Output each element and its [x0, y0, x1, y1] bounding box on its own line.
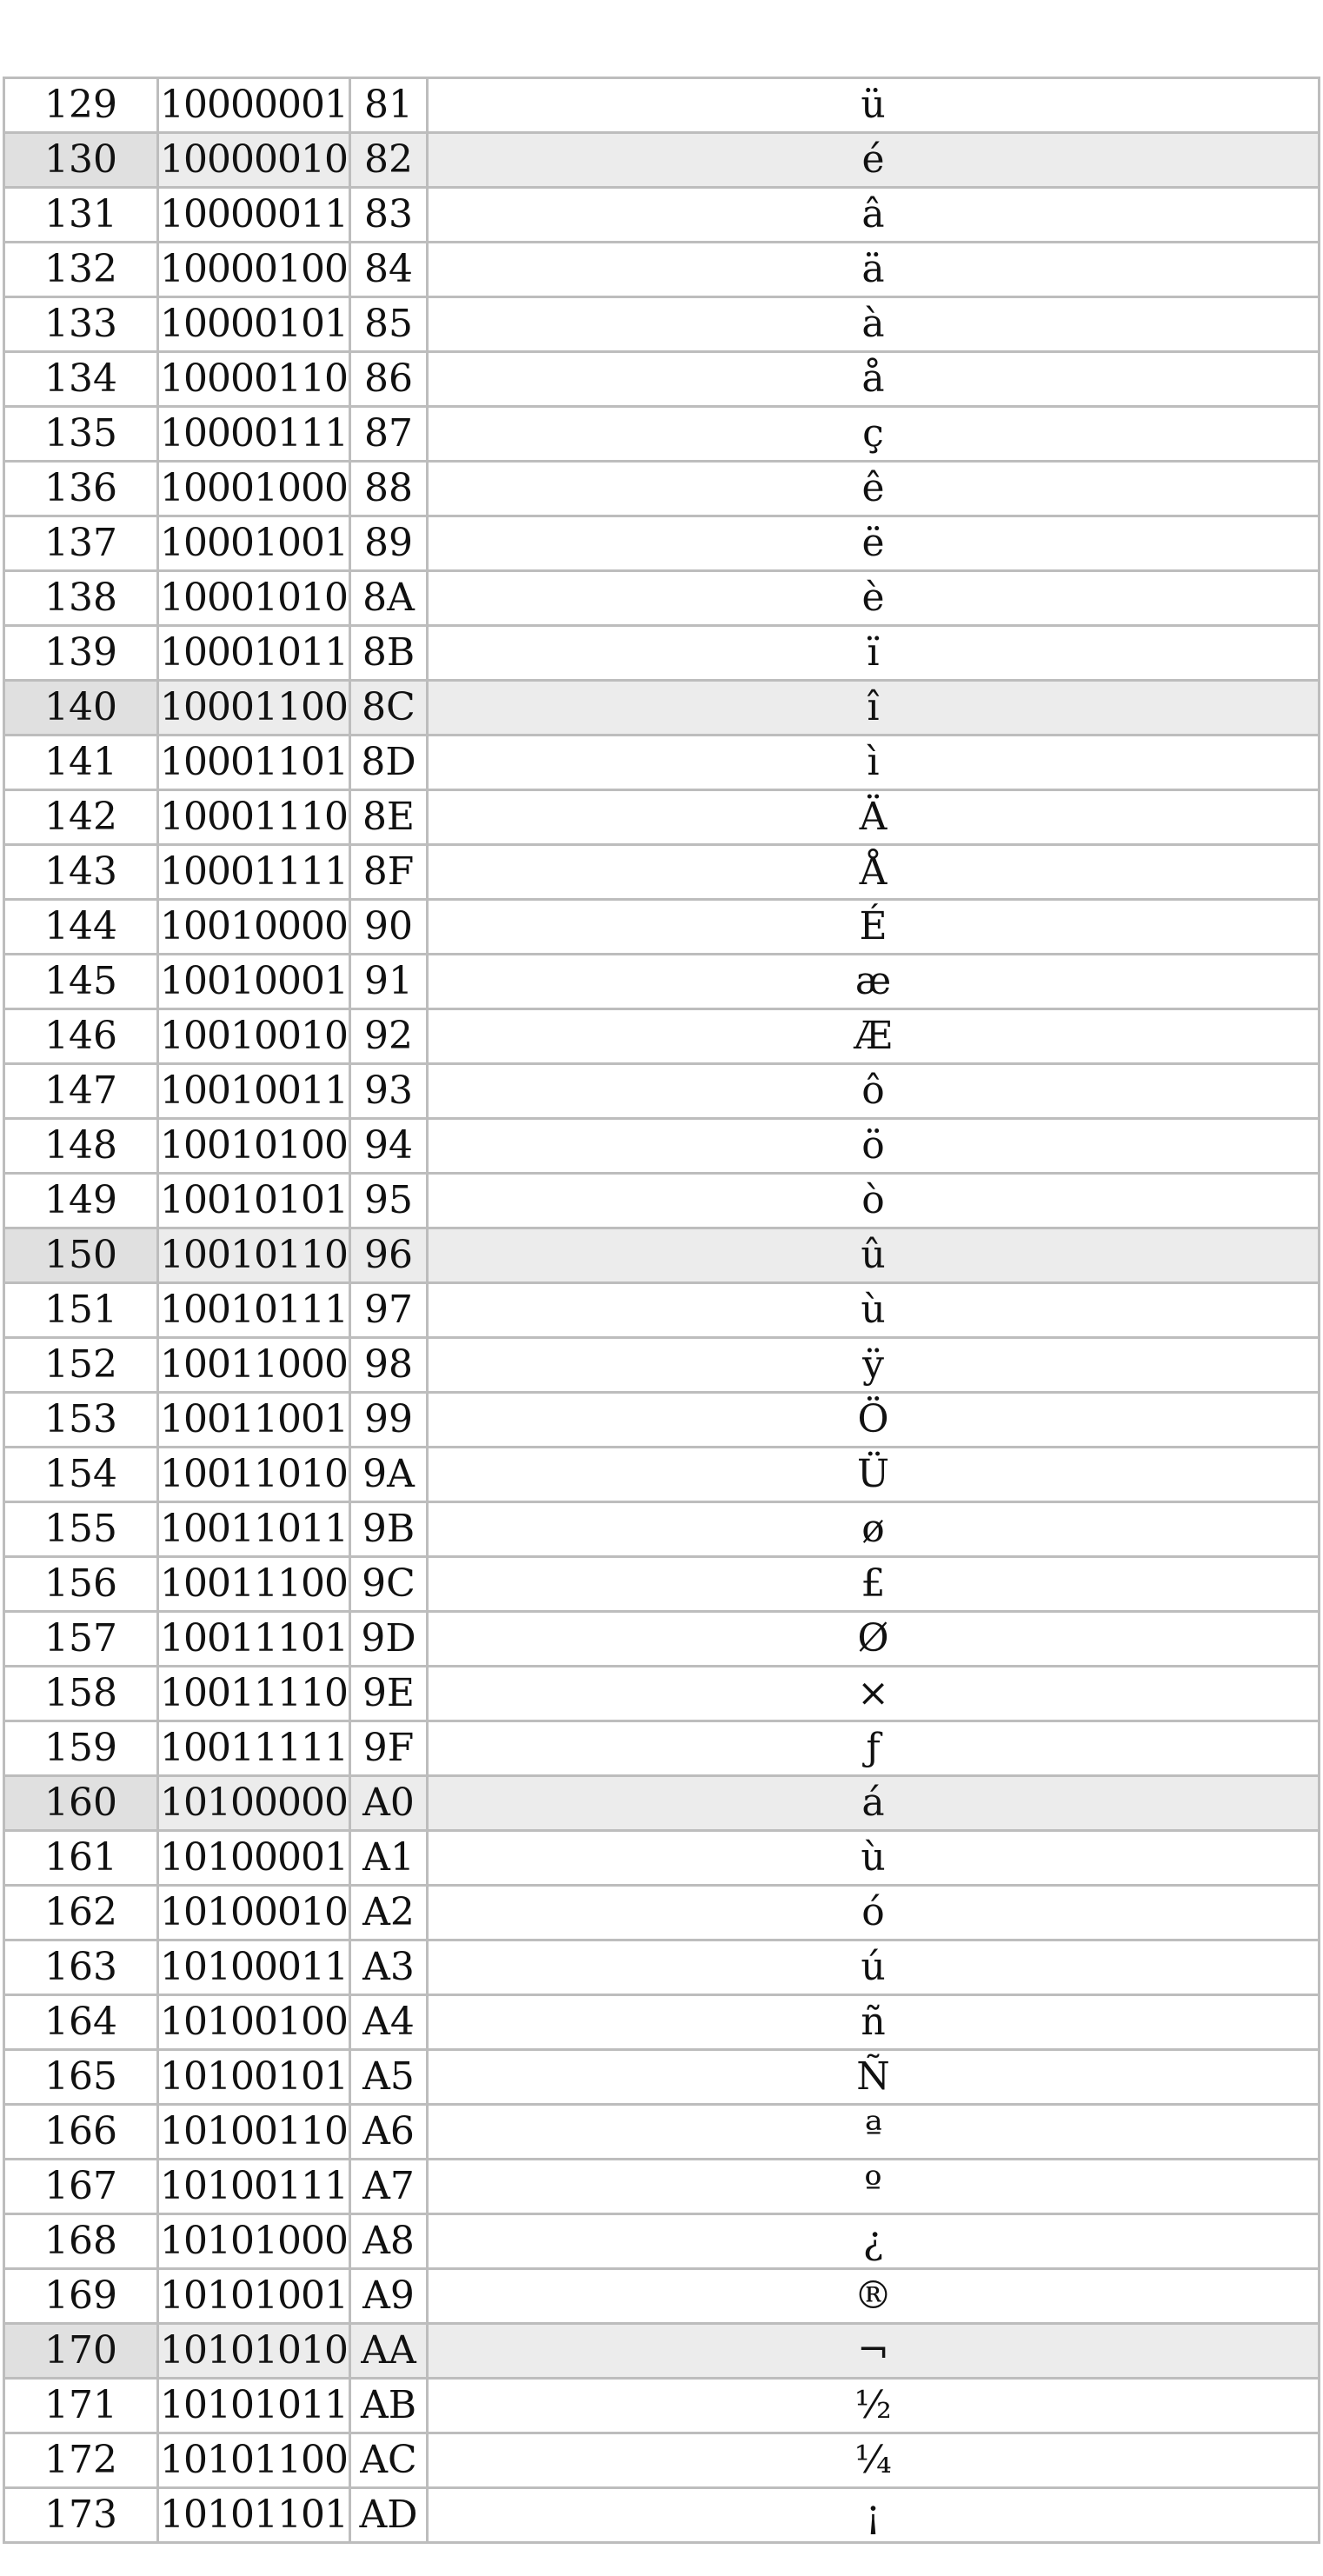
character-cell: ä — [429, 243, 1320, 298]
binary-cell: 10010000 — [159, 901, 351, 955]
binary-cell: 10100101 — [159, 2051, 351, 2106]
binary-cell: 10000010 — [159, 134, 351, 189]
hex-cell: 98 — [351, 1339, 429, 1394]
character-cell: ï — [429, 627, 1320, 682]
code-table-container — [0, 77, 1323, 2544]
character-cell: Ø — [429, 1613, 1320, 1667]
hex-cell: 81 — [351, 77, 429, 134]
binary-cell: 10101010 — [159, 2325, 351, 2380]
decimal-cell: 152 — [3, 1339, 159, 1394]
decimal-cell: 170 — [3, 2325, 159, 2380]
character-cell: ½ — [429, 2380, 1320, 2434]
character-cell: £ — [429, 1558, 1320, 1613]
table-row — [3, 1503, 1320, 1558]
table-row — [3, 1284, 1320, 1339]
table-row — [3, 1722, 1320, 1777]
table-row — [3, 408, 1320, 463]
character-cell: ì — [429, 736, 1320, 791]
decimal-cell: 171 — [3, 2380, 159, 2434]
character-cell: ¬ — [429, 2325, 1320, 2380]
character-cell: ù — [429, 1284, 1320, 1339]
decimal-cell: 137 — [3, 517, 159, 572]
decimal-cell: 161 — [3, 1832, 159, 1887]
binary-cell: 10010011 — [159, 1065, 351, 1120]
character-cell: ñ — [429, 1996, 1320, 2051]
table-row — [3, 2270, 1320, 2325]
character-cell: ¿ — [429, 2215, 1320, 2270]
character-cell: ú — [429, 1941, 1320, 1996]
hex-cell: A0 — [351, 1777, 429, 1832]
hex-cell: 93 — [351, 1065, 429, 1120]
decimal-cell: 148 — [3, 1120, 159, 1175]
hex-cell: 94 — [351, 1120, 429, 1175]
table-row — [3, 1558, 1320, 1613]
decimal-cell: 165 — [3, 2051, 159, 2106]
binary-cell: 10100100 — [159, 1996, 351, 2051]
hex-cell: A2 — [351, 1887, 429, 1941]
hex-cell: 95 — [351, 1175, 429, 1229]
decimal-cell: 157 — [3, 1613, 159, 1667]
character-cell: º — [429, 2160, 1320, 2215]
hex-cell: A1 — [351, 1832, 429, 1887]
binary-cell: 10001111 — [159, 846, 351, 901]
table-row — [3, 298, 1320, 353]
decimal-cell: 149 — [3, 1175, 159, 1229]
binary-cell: 10001101 — [159, 736, 351, 791]
decimal-cell: 133 — [3, 298, 159, 353]
character-cell: î — [429, 682, 1320, 736]
table-row — [3, 901, 1320, 955]
table-row — [3, 517, 1320, 572]
decimal-cell: 130 — [3, 134, 159, 189]
character-cell: Ü — [429, 1448, 1320, 1503]
binary-cell: 10000100 — [159, 243, 351, 298]
table-row — [3, 189, 1320, 243]
decimal-cell: 145 — [3, 955, 159, 1010]
character-cell: ® — [429, 2270, 1320, 2325]
hex-cell: AA — [351, 2325, 429, 2380]
binary-cell: 10100111 — [159, 2160, 351, 2215]
character-cell: É — [429, 901, 1320, 955]
binary-cell: 10000111 — [159, 408, 351, 463]
table-body — [3, 77, 1320, 2544]
hex-cell: 89 — [351, 517, 429, 572]
binary-cell: 10011001 — [159, 1394, 351, 1448]
character-code-table — [3, 77, 1320, 2544]
character-cell: Å — [429, 846, 1320, 901]
hex-cell: 86 — [351, 353, 429, 408]
hex-cell: AD — [351, 2489, 429, 2544]
hex-cell: 8B — [351, 627, 429, 682]
character-cell: â — [429, 189, 1320, 243]
binary-cell: 10011011 — [159, 1503, 351, 1558]
hex-cell: AB — [351, 2380, 429, 2434]
table-row — [3, 1996, 1320, 2051]
binary-cell: 10100110 — [159, 2106, 351, 2160]
character-cell: é — [429, 134, 1320, 189]
table-row — [3, 1941, 1320, 1996]
binary-cell: 10001010 — [159, 572, 351, 627]
decimal-cell: 150 — [3, 1229, 159, 1284]
decimal-cell: 147 — [3, 1065, 159, 1120]
decimal-cell: 134 — [3, 353, 159, 408]
table-row — [3, 572, 1320, 627]
character-cell: ª — [429, 2106, 1320, 2160]
binary-cell: 10101000 — [159, 2215, 351, 2270]
character-cell: Æ — [429, 1010, 1320, 1065]
character-cell: å — [429, 353, 1320, 408]
binary-cell: 10100000 — [159, 1777, 351, 1832]
hex-cell: 91 — [351, 955, 429, 1010]
character-cell: ç — [429, 408, 1320, 463]
decimal-cell: 144 — [3, 901, 159, 955]
table-row — [3, 463, 1320, 517]
table-row — [3, 955, 1320, 1010]
hex-cell: 9F — [351, 1722, 429, 1777]
table-row — [3, 1120, 1320, 1175]
decimal-cell: 163 — [3, 1941, 159, 1996]
decimal-cell: 166 — [3, 2106, 159, 2160]
table-row — [3, 2380, 1320, 2434]
character-cell: × — [429, 1667, 1320, 1722]
decimal-cell: 141 — [3, 736, 159, 791]
binary-cell: 10100011 — [159, 1941, 351, 1996]
binary-cell: 10000110 — [159, 353, 351, 408]
binary-cell: 10001000 — [159, 463, 351, 517]
character-cell: ù — [429, 1832, 1320, 1887]
character-cell: Ñ — [429, 2051, 1320, 2106]
decimal-cell: 172 — [3, 2434, 159, 2489]
table-row — [3, 77, 1320, 134]
table-row — [3, 1339, 1320, 1394]
character-cell: ö — [429, 1120, 1320, 1175]
hex-cell: 8C — [351, 682, 429, 736]
decimal-cell: 159 — [3, 1722, 159, 1777]
table-row — [3, 2051, 1320, 2106]
binary-cell: 10101011 — [159, 2380, 351, 2434]
decimal-cell: 135 — [3, 408, 159, 463]
hex-cell: 99 — [351, 1394, 429, 1448]
table-row — [3, 1394, 1320, 1448]
table-row — [3, 134, 1320, 189]
hex-cell: A9 — [351, 2270, 429, 2325]
hex-cell: 9E — [351, 1667, 429, 1722]
decimal-cell: 169 — [3, 2270, 159, 2325]
decimal-cell: 155 — [3, 1503, 159, 1558]
table-row — [3, 1832, 1320, 1887]
binary-cell: 10000011 — [159, 189, 351, 243]
binary-cell: 10011111 — [159, 1722, 351, 1777]
decimal-cell: 156 — [3, 1558, 159, 1613]
hex-cell: 9D — [351, 1613, 429, 1667]
decimal-cell: 143 — [3, 846, 159, 901]
character-cell: è — [429, 572, 1320, 627]
binary-cell: 10001100 — [159, 682, 351, 736]
binary-cell: 10101100 — [159, 2434, 351, 2489]
character-cell: ê — [429, 463, 1320, 517]
table-row — [3, 736, 1320, 791]
binary-cell: 10011101 — [159, 1613, 351, 1667]
table-row — [3, 1613, 1320, 1667]
binary-cell: 10101101 — [159, 2489, 351, 2544]
hex-cell: A7 — [351, 2160, 429, 2215]
hex-cell: 83 — [351, 189, 429, 243]
table-row — [3, 353, 1320, 408]
binary-cell: 10101001 — [159, 2270, 351, 2325]
hex-cell: 90 — [351, 901, 429, 955]
character-cell: à — [429, 298, 1320, 353]
decimal-cell: 164 — [3, 1996, 159, 2051]
table-row — [3, 1010, 1320, 1065]
hex-cell: 82 — [351, 134, 429, 189]
table-row — [3, 682, 1320, 736]
binary-cell: 10011010 — [159, 1448, 351, 1503]
hex-cell: 96 — [351, 1229, 429, 1284]
table-row — [3, 2215, 1320, 2270]
decimal-cell: 154 — [3, 1448, 159, 1503]
hex-cell: 97 — [351, 1284, 429, 1339]
binary-cell: 10010111 — [159, 1284, 351, 1339]
character-cell: ë — [429, 517, 1320, 572]
hex-cell: 84 — [351, 243, 429, 298]
table-row — [3, 1229, 1320, 1284]
character-cell: Ö — [429, 1394, 1320, 1448]
hex-cell: A8 — [351, 2215, 429, 2270]
decimal-cell: 146 — [3, 1010, 159, 1065]
binary-cell: 10010101 — [159, 1175, 351, 1229]
decimal-cell: 142 — [3, 791, 159, 846]
binary-cell: 10001110 — [159, 791, 351, 846]
binary-cell: 10001001 — [159, 517, 351, 572]
character-cell: ô — [429, 1065, 1320, 1120]
hex-cell: 8E — [351, 791, 429, 846]
character-cell: ó — [429, 1887, 1320, 1941]
hex-cell: 8D — [351, 736, 429, 791]
hex-cell: A5 — [351, 2051, 429, 2106]
hex-cell: 9B — [351, 1503, 429, 1558]
binary-cell: 10010010 — [159, 1010, 351, 1065]
hex-cell: 9C — [351, 1558, 429, 1613]
table-row — [3, 2160, 1320, 2215]
decimal-cell: 139 — [3, 627, 159, 682]
decimal-cell: 132 — [3, 243, 159, 298]
binary-cell: 10010100 — [159, 1120, 351, 1175]
binary-cell: 10010110 — [159, 1229, 351, 1284]
binary-cell: 10000001 — [159, 77, 351, 134]
binary-cell: 10100001 — [159, 1832, 351, 1887]
table-row — [3, 2489, 1320, 2544]
table-row — [3, 791, 1320, 846]
character-cell: ¡ — [429, 2489, 1320, 2544]
binary-cell: 10011110 — [159, 1667, 351, 1722]
character-cell: ø — [429, 1503, 1320, 1558]
table-row — [3, 2106, 1320, 2160]
hex-cell: 8A — [351, 572, 429, 627]
binary-cell: 10010001 — [159, 955, 351, 1010]
decimal-cell: 136 — [3, 463, 159, 517]
hex-cell: 9A — [351, 1448, 429, 1503]
hex-cell: A4 — [351, 1996, 429, 2051]
character-cell: ¼ — [429, 2434, 1320, 2489]
table-row — [3, 627, 1320, 682]
character-cell: ü — [429, 77, 1320, 134]
table-row — [3, 1175, 1320, 1229]
binary-cell: 10100010 — [159, 1887, 351, 1941]
hex-cell: 85 — [351, 298, 429, 353]
decimal-cell: 173 — [3, 2489, 159, 2544]
character-cell: æ — [429, 955, 1320, 1010]
hex-cell: AC — [351, 2434, 429, 2489]
table-row — [3, 2434, 1320, 2489]
decimal-cell: 168 — [3, 2215, 159, 2270]
decimal-cell: 129 — [3, 77, 159, 134]
character-cell: ò — [429, 1175, 1320, 1229]
binary-cell: 10011100 — [159, 1558, 351, 1613]
table-row — [3, 1065, 1320, 1120]
table-row — [3, 1887, 1320, 1941]
character-cell: á — [429, 1777, 1320, 1832]
decimal-cell: 158 — [3, 1667, 159, 1722]
hex-cell: 92 — [351, 1010, 429, 1065]
table-row — [3, 1448, 1320, 1503]
table-row — [3, 2325, 1320, 2380]
binary-cell: 10000101 — [159, 298, 351, 353]
table-row — [3, 1777, 1320, 1832]
hex-cell: 87 — [351, 408, 429, 463]
binary-cell: 10001011 — [159, 627, 351, 682]
decimal-cell: 131 — [3, 189, 159, 243]
table-row — [3, 846, 1320, 901]
table-row — [3, 243, 1320, 298]
hex-cell: 88 — [351, 463, 429, 517]
character-cell: û — [429, 1229, 1320, 1284]
hex-cell: 8F — [351, 846, 429, 901]
hex-cell: A6 — [351, 2106, 429, 2160]
character-cell: ÿ — [429, 1339, 1320, 1394]
decimal-cell: 151 — [3, 1284, 159, 1339]
decimal-cell: 162 — [3, 1887, 159, 1941]
character-cell: Ä — [429, 791, 1320, 846]
hex-cell: A3 — [351, 1941, 429, 1996]
decimal-cell: 138 — [3, 572, 159, 627]
decimal-cell: 160 — [3, 1777, 159, 1832]
character-cell: ƒ — [429, 1722, 1320, 1777]
binary-cell: 10011000 — [159, 1339, 351, 1394]
decimal-cell: 153 — [3, 1394, 159, 1448]
decimal-cell: 140 — [3, 682, 159, 736]
table-row — [3, 1667, 1320, 1722]
decimal-cell: 167 — [3, 2160, 159, 2215]
